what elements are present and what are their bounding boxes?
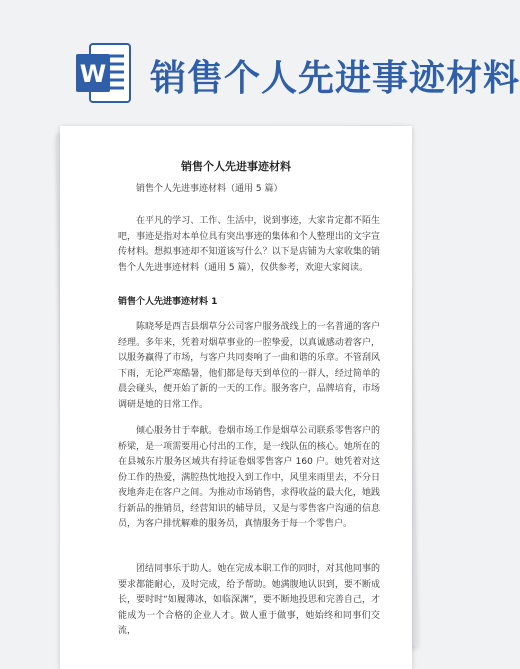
document-title: 销售个人先进事迹材料 [181,160,291,173]
body-paragraph: 倾心服务甘于奉献。卷烟市场工作是烟草公司联系零售客户的桥梁，是一项需要用心付出的工作，是一线队伍的核心。她所在的在县城东片服务区域共有持证卷烟零售客户 160 户。她凭着对这份工作的热爱，满腔热忱地投入到工作中，风里来雨里去，不分日夜地奔走在客户之间。为推动市场销售，求得收益的最大化，她践行新品的推销员，经营知识的辅导员，又是与零售客户沟通的信息员，为客户排忧解难的服务员，真情服务于每一个零售户。 [118,426,380,529]
banner-title: 销售个人先进事迹材料 [150,58,520,99]
intro-line: 销售个人先进事迹材料（通用 5 篇） [136,184,283,194]
word-letter: W [79,60,107,88]
section-heading: 销售个人先进事迹材料 1 [118,297,218,307]
body-paragraph: 陈晓琴是西吉县烟草分公司客户服务战线上的一名普通的客户经理。多年来，凭着对烟草事业的一腔挚爱，以真诚感动着客户，以服务赢得了市场，与客户共同奏响了一曲和谐的乐章。不管刮风下雨，无论严寒酷暑，他们都是每天到单位的一群人，经过简单的晨会碰头，便开始了新的一天的工作。服务客户，品牌培育，市场调研是她的日常工作。 [118,322,380,410]
intro-paragraph: 在平凡的学习、工作、生活中，说到事迹，大家肯定都不陌生吧，事迹是指对本单位具有突出事迹的集体和个人整理出的文字宣传材料。想拟事迹却不知道该写什么？以下是店铺为大家收集的销售个人先进事迹材料（通用 5 篇），仅供参考，欢迎大家阅读。 [118,216,380,273]
header-banner [0,0,520,120]
word-document-icon [76,40,132,106]
body-paragraph: 团结同事乐于助人。她在完成本职工作的同时，对其他同事的要求都能耐心，及时完成，给予帮助。她满腹地认识到，要不断成长，要时时“如履薄冰，如临深渊”，要不断地投思和完善自己，才能成为一个合格的企业人才。做人重于做事，她始终和同事们交流， [118,564,380,636]
document-page [60,126,412,669]
